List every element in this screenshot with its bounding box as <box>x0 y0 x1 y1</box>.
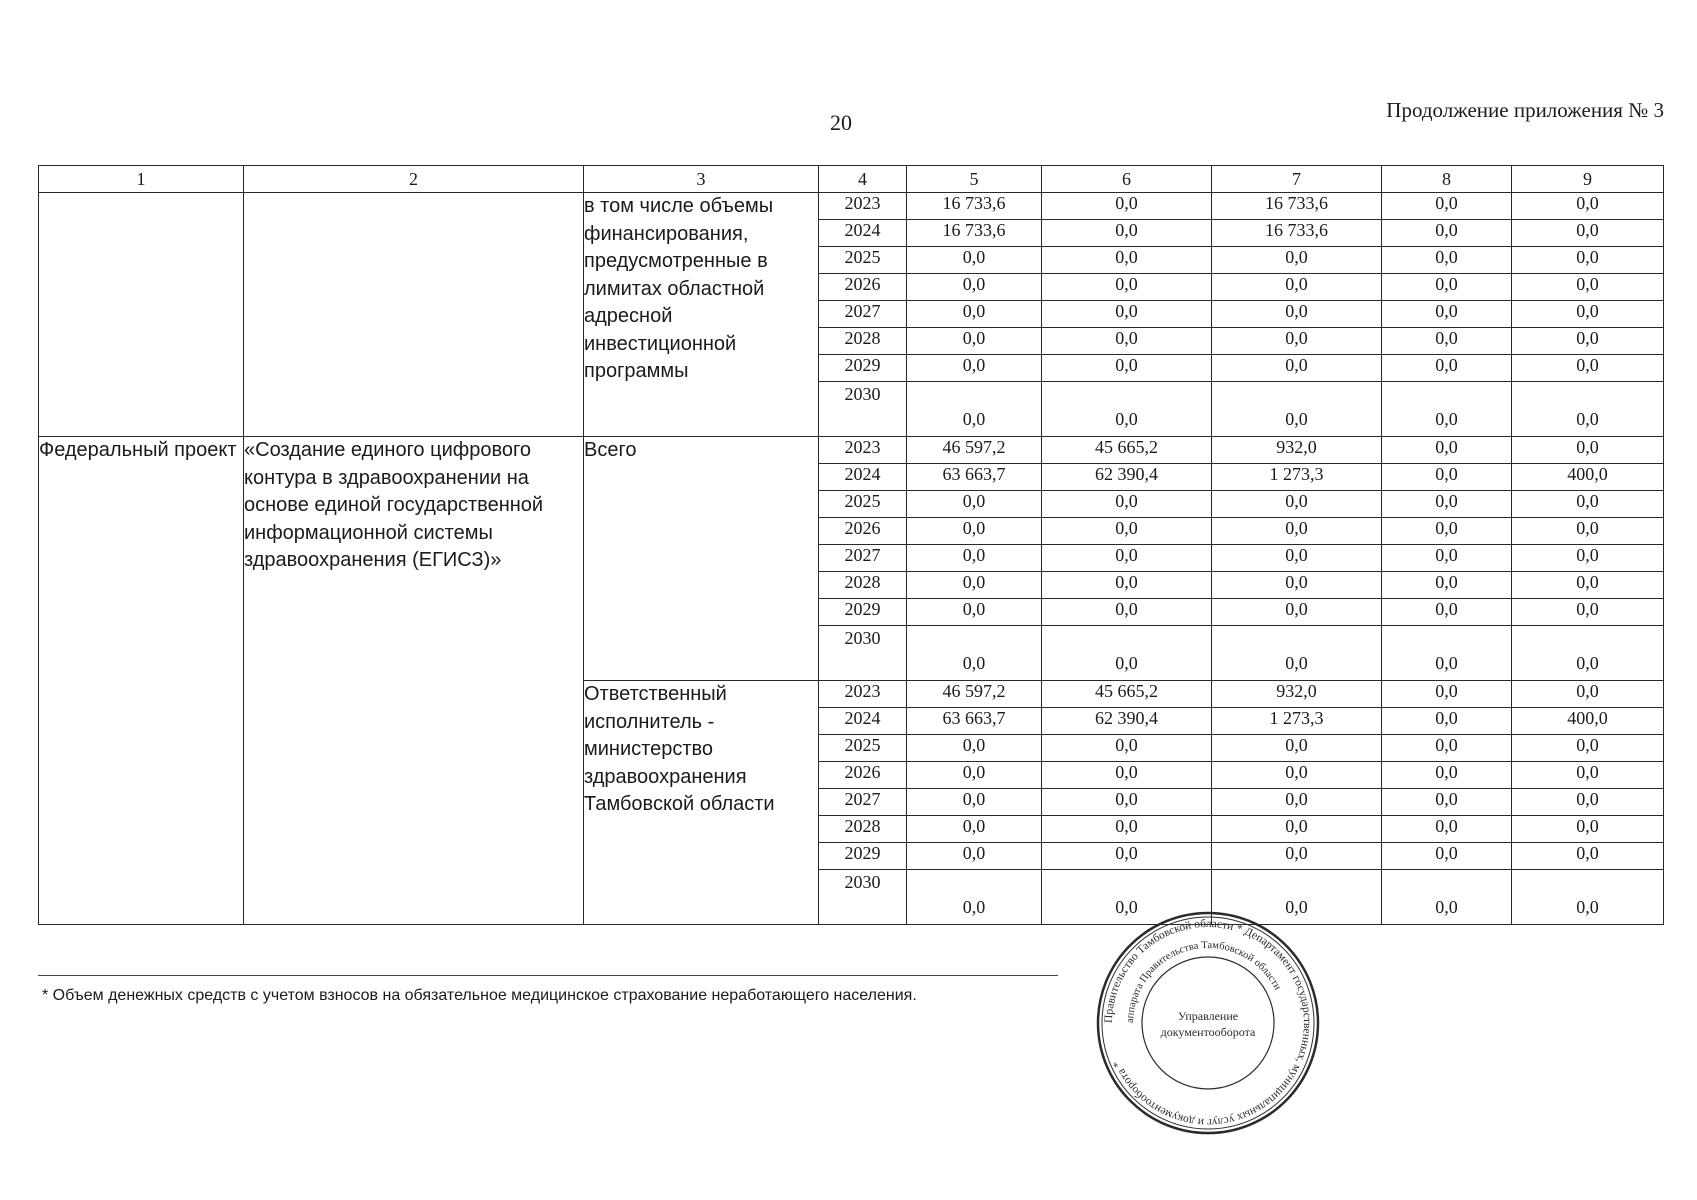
value-cell: 0,0 <box>1042 274 1212 301</box>
value-cell: 0,0 <box>907 491 1042 518</box>
value-cell: 0,0 <box>1212 301 1382 328</box>
value-cell: 0,0 <box>1382 708 1512 735</box>
value-cell: 63 663,7 <box>907 464 1042 491</box>
value-cell: 16 733,6 <box>1212 193 1382 220</box>
column-number: 2 <box>244 166 584 193</box>
year-cell: 2025 <box>819 247 907 274</box>
value-cell: 400,0 <box>1512 708 1664 735</box>
financing-table <box>38 165 1664 925</box>
value-cell: 0,0 <box>907 789 1042 816</box>
year-cell: 2027 <box>819 301 907 328</box>
year-cell: 2030 <box>819 626 907 681</box>
value-cell: 0,0 <box>1382 545 1512 572</box>
value-cell: 0,0 <box>1212 491 1382 518</box>
value-cell: 0,0 <box>1212 328 1382 355</box>
value-cell: 0,0 <box>907 301 1042 328</box>
value-cell: 0,0 <box>1512 681 1664 708</box>
value-cell: 62 390,4 <box>1042 708 1212 735</box>
value-cell: 0,0 <box>1512 193 1664 220</box>
value-cell: 1 273,3 <box>1212 708 1382 735</box>
column-number: 5 <box>907 166 1042 193</box>
value-cell: 16 733,6 <box>907 220 1042 247</box>
year-cell: 2028 <box>819 328 907 355</box>
value-cell: 0,0 <box>907 816 1042 843</box>
year-cell: 2025 <box>819 491 907 518</box>
value-cell: 0,0 <box>1512 220 1664 247</box>
value-cell: 0,0 <box>1512 301 1664 328</box>
value-cell: 0,0 <box>907 518 1042 545</box>
value-cell: 0,0 <box>1382 193 1512 220</box>
year-cell: 2026 <box>819 274 907 301</box>
value-cell: 16 733,6 <box>1212 220 1382 247</box>
year-cell: 2026 <box>819 518 907 545</box>
col2-empty-cell <box>244 193 584 437</box>
value-cell: 0,0 <box>907 762 1042 789</box>
value-cell: 0,0 <box>1382 816 1512 843</box>
value-cell: 0,0 <box>907 328 1042 355</box>
value-cell: 0,0 <box>1212 247 1382 274</box>
value-cell: 45 665,2 <box>1042 437 1212 464</box>
value-cell: 0,0 <box>1042 545 1212 572</box>
value-cell: 0,0 <box>1382 681 1512 708</box>
value-cell: 0,0 <box>907 382 1042 437</box>
value-cell: 0,0 <box>1042 247 1212 274</box>
value-cell: 0,0 <box>907 626 1042 681</box>
value-cell: 0,0 <box>1212 572 1382 599</box>
value-cell: 0,0 <box>1042 301 1212 328</box>
value-cell: 0,0 <box>907 572 1042 599</box>
value-cell: 0,0 <box>1512 328 1664 355</box>
value-cell: 0,0 <box>1512 355 1664 382</box>
table-body <box>39 193 1664 925</box>
value-cell: 0,0 <box>1382 437 1512 464</box>
value-cell: 0,0 <box>1042 599 1212 626</box>
value-cell: 0,0 <box>1512 599 1664 626</box>
funding-source-cell: Ответственный исполнитель - министерство здравоохранения Тамбовской области <box>584 681 819 925</box>
project-name-cell: «Создание единого цифрового контура в здравоохранении на основе единой государственной информационной системы здравоохранения (ЕГИСЗ)» <box>244 437 584 925</box>
value-cell: 0,0 <box>1512 843 1664 870</box>
value-cell: 0,0 <box>1042 220 1212 247</box>
value-cell: 0,0 <box>1512 762 1664 789</box>
value-cell: 0,0 <box>1042 762 1212 789</box>
stamp-outer-text: Правительство Тамбовской области * Департамент государственных, муниципальных услуг и документооборота * <box>1102 917 1314 1129</box>
column-number: 7 <box>1212 166 1382 193</box>
column-number: 6 <box>1042 166 1212 193</box>
value-cell: 0,0 <box>1212 599 1382 626</box>
value-cell: 0,0 <box>1382 274 1512 301</box>
column-number: 4 <box>819 166 907 193</box>
year-cell: 2030 <box>819 382 907 437</box>
year-cell: 2027 <box>819 789 907 816</box>
value-cell: 0,0 <box>1212 762 1382 789</box>
value-cell: 62 390,4 <box>1042 464 1212 491</box>
value-cell: 0,0 <box>1512 437 1664 464</box>
table-row <box>39 193 1664 220</box>
year-cell: 2024 <box>819 220 907 247</box>
value-cell: 0,0 <box>1382 626 1512 681</box>
footnote: * Объем денежных средств с учетом взносов на обязательное медицинское страхование неработающего населения. <box>42 987 917 1004</box>
value-cell: 0,0 <box>1042 518 1212 545</box>
value-cell: 0,0 <box>1382 789 1512 816</box>
stamp-inner-text: аппарата Правительства Тамбовской области <box>1124 939 1283 1024</box>
value-cell: 0,0 <box>1382 220 1512 247</box>
value-cell: 0,0 <box>1512 816 1664 843</box>
value-cell: 0,0 <box>1512 491 1664 518</box>
appendix-caption: Продолжение приложения № 3 <box>1386 98 1664 122</box>
value-cell: 0,0 <box>1212 545 1382 572</box>
year-cell: 2029 <box>819 355 907 382</box>
value-cell: 0,0 <box>907 247 1042 274</box>
value-cell: 0,0 <box>1042 491 1212 518</box>
value-cell: 0,0 <box>1042 735 1212 762</box>
value-cell: 0,0 <box>1382 491 1512 518</box>
value-cell: 0,0 <box>1212 626 1382 681</box>
year-cell: 2028 <box>819 572 907 599</box>
column-number-row <box>39 166 1664 193</box>
value-cell: 0,0 <box>907 870 1042 925</box>
table-row <box>39 437 1664 464</box>
value-cell: 63 663,7 <box>907 708 1042 735</box>
column-number: 3 <box>584 166 819 193</box>
value-cell: 0,0 <box>1512 626 1664 681</box>
project-type-cell: Федеральный проект <box>39 437 244 925</box>
value-cell: 0,0 <box>1212 274 1382 301</box>
year-cell: 2024 <box>819 708 907 735</box>
year-cell: 2025 <box>819 735 907 762</box>
col1-empty-cell <box>39 193 244 437</box>
year-cell: 2029 <box>819 843 907 870</box>
value-cell: 0,0 <box>1512 789 1664 816</box>
value-cell: 0,0 <box>1382 762 1512 789</box>
value-cell: 0,0 <box>1382 382 1512 437</box>
value-cell: 0,0 <box>1212 789 1382 816</box>
value-cell: 0,0 <box>907 735 1042 762</box>
value-cell: 1 273,3 <box>1212 464 1382 491</box>
funding-source-cell: в том числе объемы финансирования, предусмотренные в лимитах областной адресной инвестиционной программы <box>584 193 819 437</box>
funding-source-cell: Всего <box>584 437 819 681</box>
value-cell: 400,0 <box>1512 464 1664 491</box>
value-cell: 46 597,2 <box>907 681 1042 708</box>
stamp-inner-ring <box>1142 957 1274 1089</box>
value-cell: 46 597,2 <box>907 437 1042 464</box>
value-cell: 0,0 <box>1382 328 1512 355</box>
value-cell: 0,0 <box>1382 247 1512 274</box>
value-cell: 0,0 <box>1212 843 1382 870</box>
value-cell: 0,0 <box>1382 355 1512 382</box>
value-cell: 0,0 <box>1382 599 1512 626</box>
value-cell: 0,0 <box>1042 328 1212 355</box>
value-cell: 932,0 <box>1212 437 1382 464</box>
value-cell: 0,0 <box>1512 274 1664 301</box>
page-number: 20 <box>830 110 852 135</box>
stamp-center-line2: документооборота <box>1160 1025 1256 1039</box>
year-cell: 2023 <box>819 681 907 708</box>
value-cell: 0,0 <box>1382 518 1512 545</box>
value-cell: 0,0 <box>1042 572 1212 599</box>
value-cell: 0,0 <box>1382 301 1512 328</box>
value-cell: 0,0 <box>1382 870 1512 925</box>
value-cell: 0,0 <box>1512 247 1664 274</box>
value-cell: 0,0 <box>1382 464 1512 491</box>
value-cell: 0,0 <box>1512 735 1664 762</box>
stamp-center-line1: Управление <box>1177 1009 1239 1023</box>
value-cell: 0,0 <box>907 274 1042 301</box>
value-cell: 0,0 <box>1042 355 1212 382</box>
year-cell: 2026 <box>819 762 907 789</box>
value-cell: 16 733,6 <box>907 193 1042 220</box>
value-cell: 0,0 <box>1042 843 1212 870</box>
value-cell: 0,0 <box>1042 870 1212 925</box>
footnote-divider <box>38 975 1058 976</box>
value-cell: 0,0 <box>907 355 1042 382</box>
value-cell: 0,0 <box>1212 382 1382 437</box>
value-cell: 0,0 <box>1512 545 1664 572</box>
value-cell: 0,0 <box>1042 193 1212 220</box>
value-cell: 0,0 <box>907 545 1042 572</box>
year-cell: 2027 <box>819 545 907 572</box>
year-cell: 2023 <box>819 193 907 220</box>
value-cell: 0,0 <box>1382 735 1512 762</box>
official-stamp <box>1093 908 1323 1138</box>
value-cell: 0,0 <box>1042 382 1212 437</box>
value-cell: 0,0 <box>1212 518 1382 545</box>
value-cell: 0,0 <box>1212 870 1382 925</box>
value-cell: 0,0 <box>1042 626 1212 681</box>
value-cell: 0,0 <box>1512 518 1664 545</box>
column-number: 9 <box>1512 166 1664 193</box>
value-cell: 932,0 <box>1212 681 1382 708</box>
year-cell: 2029 <box>819 599 907 626</box>
year-cell: 2023 <box>819 437 907 464</box>
value-cell: 45 665,2 <box>1042 681 1212 708</box>
value-cell: 0,0 <box>1382 572 1512 599</box>
value-cell: 0,0 <box>1212 816 1382 843</box>
value-cell: 0,0 <box>1042 816 1212 843</box>
value-cell: 0,0 <box>1212 735 1382 762</box>
value-cell: 0,0 <box>1042 789 1212 816</box>
value-cell: 0,0 <box>907 843 1042 870</box>
column-number: 8 <box>1382 166 1512 193</box>
value-cell: 0,0 <box>1512 382 1664 437</box>
value-cell: 0,0 <box>1512 870 1664 925</box>
value-cell: 0,0 <box>1382 843 1512 870</box>
value-cell: 0,0 <box>1212 355 1382 382</box>
year-cell: 2024 <box>819 464 907 491</box>
year-cell: 2030 <box>819 870 907 925</box>
column-number: 1 <box>39 166 244 193</box>
value-cell: 0,0 <box>907 599 1042 626</box>
value-cell: 0,0 <box>1512 572 1664 599</box>
year-cell: 2028 <box>819 816 907 843</box>
